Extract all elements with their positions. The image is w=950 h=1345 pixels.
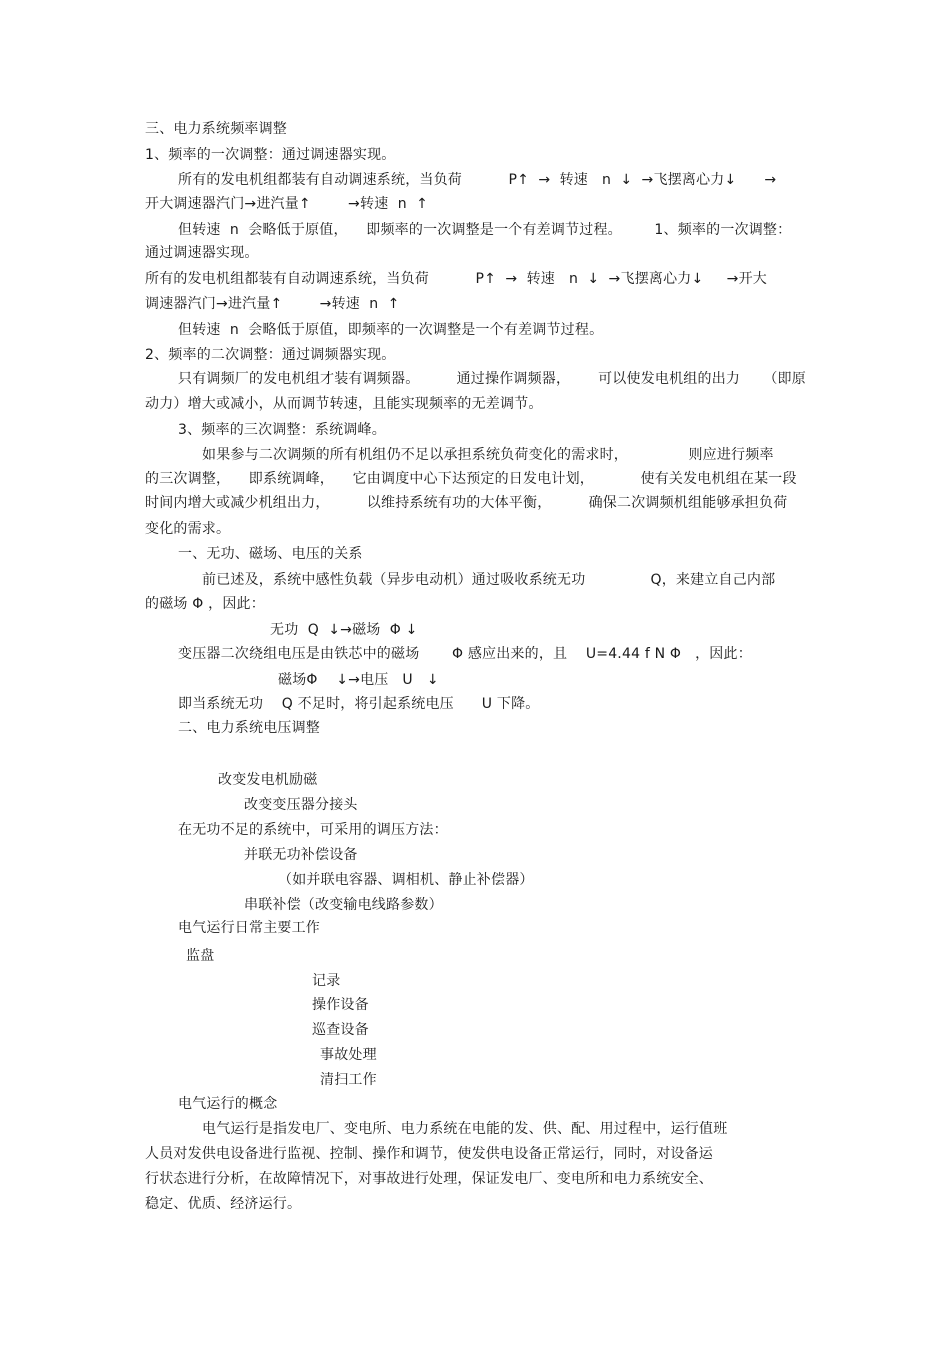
text-line: 的三次调整， 即系统调峰， 它由调度中心下达预定的日发电计划， 使有关发电机组在某一段 [145, 471, 797, 487]
list-item: 监盘 [186, 948, 215, 964]
text-line: 人员对发供电设备进行监视、控制、操作和调节，使发供电设备正常运行，同时，对设备运 [145, 1146, 713, 1162]
heading-daily-work: 电气运行日常主要工作 [178, 920, 320, 936]
text-line: 在无功不足的系统中，可采用的调压方法： [178, 822, 448, 838]
text-line: 开大调速器汽门→进汽量↑ →转速 n ↑ [145, 196, 428, 212]
heading-concept: 电气运行的概念 [178, 1096, 278, 1112]
heading-reactive-power: 一、无功、磁场、电压的关系 [178, 546, 363, 562]
heading-frequency-regulation: 三、电力系统频率调整 [145, 121, 287, 137]
text-line: 2、频率的二次调整：通过调频器实现。 [145, 347, 396, 363]
text-line: 的磁场 Φ ，因此： [145, 596, 265, 612]
list-item: 记录 [312, 973, 341, 989]
text-line: 变压器二次绕组电压是由铁芯中的磁场 Φ 感应出来的，且 U=4.44 f N Φ ，因此： [178, 646, 752, 662]
list-item: 巡查设备 [312, 1022, 369, 1038]
text-line: 前已述及，系统中感性负载（异步电动机）通过吸收系统无功 Q，来建立自己内部 [202, 572, 776, 588]
list-item: （如并联电容器、调相机、静止补偿器） [278, 872, 534, 888]
list-item: 改变发电机励磁 [218, 772, 318, 788]
text-line: 电气运行是指发电厂、变电所、电力系统在电能的发、供、配、用过程中，运行值班 [202, 1121, 728, 1137]
text-line: 通过调速器实现。 [145, 245, 259, 261]
text-line: 但转速 n 会略低于原值，即频率的一次调整是一个有差调节过程。 [178, 322, 604, 338]
text-line: 1、频率的一次调整：通过调速器实现。 [145, 147, 396, 163]
text-line: 只有调频厂的发电机组才装有调频器。 通过操作调频器， 可以使发电机组的出力 （即原 [178, 371, 806, 387]
list-item: 操作设备 [312, 997, 369, 1013]
text-line: 调速器汽门→进汽量↑ →转速 n ↑ [145, 296, 400, 312]
text-line: 行状态进行分析，在故障情况下，对事故进行处理，保证发电厂、变电所和电力系统安全、 [145, 1171, 713, 1187]
list-item: 清扫工作 [320, 1072, 377, 1088]
formula-line: 无功 Q ↓→磁场 Φ ↓ [270, 622, 418, 638]
list-item: 串联补偿（改变输电线路参数） [244, 897, 443, 913]
text-line: 3、频率的三次调整：系统调峰。 [178, 422, 386, 438]
formula-line: 磁场Φ ↓→电压 U ↓ [278, 672, 439, 688]
text-line: 即当系统无功 Q 不足时，将引起系统电压 U 下降。 [178, 696, 540, 712]
heading-voltage-regulation: 二、电力系统电压调整 [178, 720, 320, 736]
text-line: 稳定、优质、经济运行。 [145, 1196, 302, 1212]
text-line: 变化的需求。 [145, 521, 231, 537]
list-item: 并联无功补偿设备 [244, 847, 358, 863]
text-line: 时间内增大或减少机组出力， 以维持系统有功的大体平衡， 确保二次调频机组能够承担负荷 [145, 495, 788, 511]
list-item: 事故处理 [320, 1047, 377, 1063]
text-line: 如果参与二次调频的所有机组仍不足以承担系统负荷变化的需求时， 则应进行频率 [202, 447, 774, 463]
list-item: 改变变压器分接头 [244, 797, 358, 813]
text-line: 所有的发电机组都装有自动调速系统，当负荷 P↑ → 转速 n ↓ →飞摆离心力↓ →开大 [145, 271, 768, 287]
text-line: 但转速 n 会略低于原值， 即频率的一次调整是一个有差调节过程。 1、频率的一次调整： [178, 222, 792, 238]
text-line: 动力）增大或减小，从而调节转速，且能实现频率的无差调节。 [145, 396, 543, 412]
text-line: 所有的发电机组都装有自动调速系统，当负荷 P↑ → 转速 n ↓ →飞摆离心力↓ → [178, 172, 777, 188]
